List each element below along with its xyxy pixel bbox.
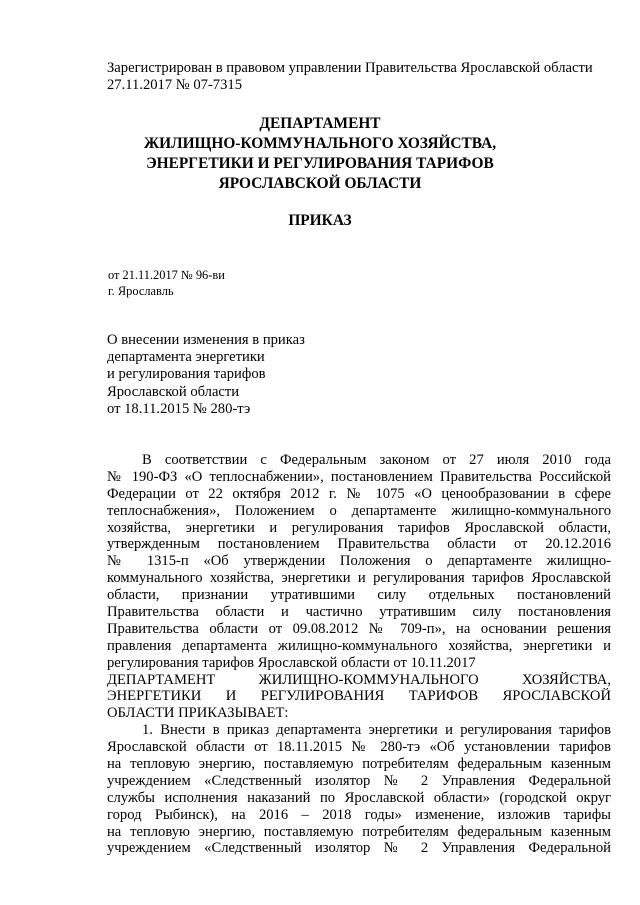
department-line: ЯРОСЛАВСКОЙ ОБЛАСТИ xyxy=(218,175,422,192)
body-line: на тепловую энергию, поставляемую потребителям федеральным казенным xyxy=(107,756,611,773)
registration-line-2: 27.11.2017 № 07-7315 xyxy=(107,77,242,93)
body-line: В соответствии с Федеральным законом от 27 июля 2010 года xyxy=(142,452,611,468)
body-line: ОБЛАСТИ ПРИКАЗЫВАЕТ: xyxy=(107,705,289,722)
body-line: коммунального хозяйства, энергетики и регулирования тарифов Ярославской xyxy=(107,570,611,587)
body-line: учреждением «Следственный изолятор № 2 Управления Федеральной xyxy=(107,840,611,857)
registration-line-1: Зарегистрирован в правовом управлении Правительства Ярославской области xyxy=(107,60,593,76)
registration-stamp xyxy=(107,60,617,94)
body-line: области, признании утратившими силу отдельных постановлений xyxy=(107,587,611,604)
department-line: ЭНЕРГЕТИКИ И РЕГУЛИРОВАНИЯ ТАРИФОВ xyxy=(146,155,494,172)
document-subject xyxy=(107,332,305,418)
body-line: утвержденным постановлением Правительства области от 20.12.2016 xyxy=(107,536,611,553)
document-type-title: ПРИКАЗ xyxy=(288,212,352,229)
date-number: от 21.11.2017 № 96-ви xyxy=(108,268,225,282)
department-header xyxy=(0,114,640,194)
subject-line: от 18.11.2015 № 280-тэ xyxy=(107,400,251,417)
body-line: Ярославской области от 18.11.2015 № 280-тэ «Об установлении тарифов xyxy=(107,739,611,756)
department-line: ЖИЛИЩНО-КОММУНАЛЬНОГО ХОЗЯЙСТВА, xyxy=(143,135,497,152)
body-line: хозяйства, энергетики и регулирования тарифов Ярославской области, xyxy=(107,519,611,536)
body-line: ЭНЕРГЕТИКИ И РЕГУЛИРОВАНИЯ ТАРИФОВ ЯРОСЛАВСКОЙ xyxy=(107,688,611,705)
body-line: Федерации от 22 октября 2012 г. № 1075 «О ценообразовании в сфере xyxy=(107,485,611,502)
body-line: № 1315-п «Об утверждении Положения о департаменте жилищно- xyxy=(107,553,611,570)
city: г. Ярославль xyxy=(108,284,174,298)
subject-line: департамента энергетики xyxy=(107,349,265,366)
document-meta xyxy=(108,267,225,299)
body-line: 1. Внести в приказ департамента энергетики и регулирования тарифов xyxy=(142,722,611,739)
body-line: на тепловую энергию, поставляемую потребителям федеральным казенным xyxy=(107,823,611,840)
body-line: правления департамента жилищно-коммунального хозяйства, энергетики и xyxy=(107,637,611,654)
body-line: учреждением «Следственный изолятор № 2 Управления Федеральной xyxy=(107,772,611,789)
subject-line: О внесении изменения в приказ xyxy=(107,332,305,348)
body-line: город Рыбинск), на 2016 – 2018 годы» изменение, изложив тарифы xyxy=(107,806,611,823)
body-line: № 190-ФЗ «О теплоснабжении», постановлением Правительства Российской xyxy=(107,468,611,485)
subject-line: Ярославской области xyxy=(107,383,240,400)
body-line: теплоснабжения», Положением о департаменте жилищно-коммунального xyxy=(107,502,611,519)
department-line: ДЕПАРТАМЕНТ xyxy=(259,115,381,132)
body-line: Правительства области от 09.08.2012 № 709-п», на основании решения xyxy=(107,620,611,637)
body-line: ДЕПАРТАМЕНТ ЖИЛИЩНО-КОММУНАЛЬНОГО ХОЗЯЙСТВА, xyxy=(107,671,611,688)
body-line: регулирования тарифов Ярославской области от 10.11.2017 xyxy=(107,654,476,671)
subject-line: и регулирования тарифов xyxy=(107,366,266,383)
body-line: службы исполнения наказаний по Ярославской области» (городской округ xyxy=(107,789,611,806)
body-line: Правительства области и частично утратившим силу постановления xyxy=(107,604,611,621)
document-body xyxy=(107,452,611,857)
